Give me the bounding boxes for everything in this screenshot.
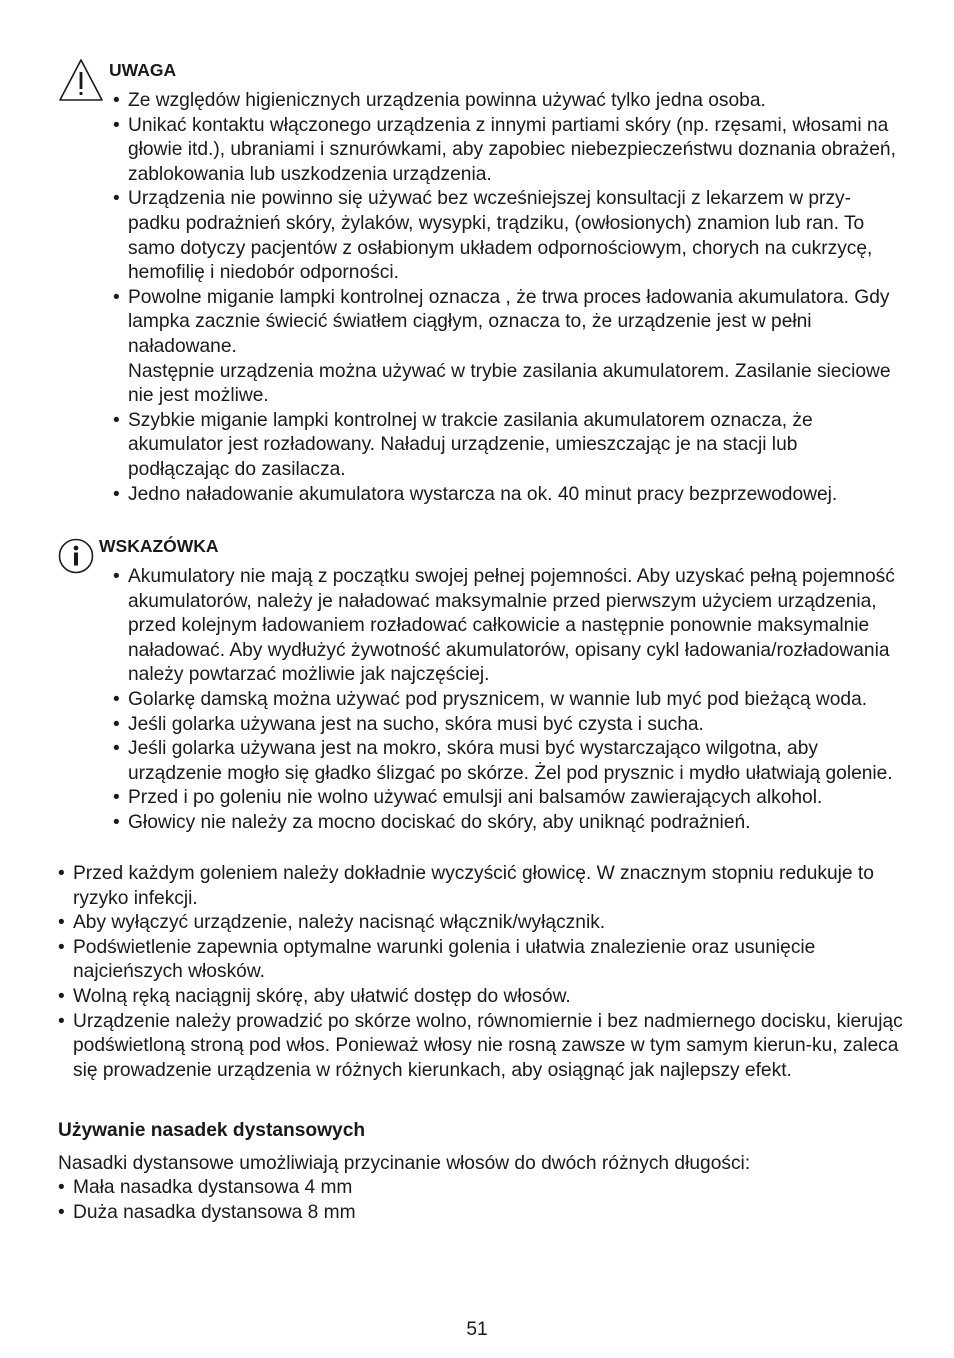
list-item: • Aby wyłączyć urządzenie, należy nacisnąć włącznik/wyłącznik. — [58, 911, 904, 936]
warning-list — [113, 89, 903, 507]
warning-heading: UWAGA — [109, 60, 177, 80]
list-item: • Golarkę damską można używać pod prysznicem, w wannie lub myć pod bieżącą woda. — [113, 688, 903, 713]
list-item: • Jeśli golarka używana jest na mokro, skóra musi być wystarczająco wilgotna, aby urządzenie mogło się gładko ślizgać po skórze. Żel pod prysznic i mydło ułatwiają golenie. — [113, 737, 903, 786]
list-item: • Jedno naładowanie akumulatora wystarcza na ok. 40 minut pracy bezprzewodowej. — [113, 483, 903, 508]
attachment-list — [58, 1176, 904, 1225]
section-heading: Używanie nasadek dystansowych — [58, 1120, 366, 1141]
list-item: • Wolną ręką naciągnij skórę, aby ułatwić dostęp do włosów. — [58, 985, 904, 1010]
page-number: 51 — [466, 1319, 488, 1340]
warning-triangle-icon — [58, 58, 104, 102]
list-item: • Urządzenie należy prowadzić po skórze wolno, równomiernie i bez nadmiernego docisku, kierując podświetloną stroną pod włos. Ponieważ włosy nie rosną zawsze w tym samym kierun-ku, zaleca się prowadzenie urządzenia w różnych kierunkach, aby osiągnąć jak najlepszy efekt. — [58, 1010, 904, 1084]
list-item — [113, 286, 903, 409]
note-list — [113, 565, 903, 836]
list-item: • Unikać kontaktu włączonego urządzenia z innymi partiami skóry (np. rzęsami, włosami na głowie itd.), ubraniami i sznurówkami, aby zapobiec niebezpieczeństwu doznania obrażeń, zablokowania lub uszkodzenia urządzenia. — [113, 114, 903, 188]
list-item: • Jeśli golarka używana jest na sucho, skóra musi być czysta i sucha. — [113, 713, 903, 738]
list-item: • Urządzenia nie powinno się używać bez wcześniejszej konsultacji z lekarzem w przy-padku podrażnień skóry, żylaków, wysypki, trądziku, (owłosionych) znamion lub ran. To samo dotyczy pacjentów z osłabionym układem odpornościowym, chorych na cukrzycę, hemofilię i niedobór odporności. — [113, 187, 903, 285]
list-item: • Przed i po goleniu nie wolno używać emulsji ani balsamów zawierających alkohol. — [113, 786, 903, 811]
list-item: • Duża nasadka dystansowa 8 mm — [58, 1201, 904, 1226]
list-item: • Akumulatory nie mają z początku swojej pełnej pojemności. Aby uzyskać pełną pojemność akumulatorów, należy je naładować maksymalnie przed pierwszym użyciem urządzenia, przed kolejnym ładowaniem rozładować całkowicie a następnie ponownie maksymalnie naładować. Aby wydłużyć żywotność akumulatorów, opisany cykl ładowania/rozładowania należy powtarzać możliwie jak najczęściej. — [113, 565, 903, 688]
list-item: • Głowicy nie należy za mocno dociskać do skóry, aby uniknąć podrażnień. — [113, 811, 903, 836]
list-item: • Ze względów higienicznych urządzenia powinna używać tylko jedna osoba. — [113, 89, 903, 114]
note-heading: WSKAZÓWKA — [99, 536, 219, 556]
info-circle-icon — [58, 538, 94, 574]
list-item-text: • Powolne miganie lampki kontrolnej oznacza , że trwa proces ładowania akumulatora. Gdy lampka zacznie świecić światłem ciągłym, oznacza to, że urządzenie jest w pełni naładowane. — [128, 286, 890, 357]
list-item: • Mała nasadka dystansowa 4 mm — [58, 1176, 904, 1201]
list-item: • Podświetlenie zapewnia optymalne warunki golenia i ułatwia znalezienie oraz usunięcie najcieńszych włosków. — [58, 936, 904, 985]
list-item: • Szybkie miganie lampki kontrolnej w trakcie zasilania akumulatorem oznacza, że akumulator jest rozładowany. Naładuj urządzenie, umieszczając je na stacji lub podłączając do zasilacza. — [113, 409, 903, 483]
list-item-continuation: Następnie urządzenia można używać w trybie zasilania akumulatorem. Zasilanie sieciowe nie jest możliwe. — [128, 360, 891, 407]
list-item: • Przed każdym goleniem należy dokładnie wyczyścić głowicę. W znacznym stopniu redukuje to ryzyko infekcji. — [58, 862, 904, 911]
section-intro: Nasadki dystansowe umożliwiają przycinanie włosów do dwóch różnych długości: — [58, 1153, 751, 1174]
instructions-list — [58, 862, 904, 1083]
